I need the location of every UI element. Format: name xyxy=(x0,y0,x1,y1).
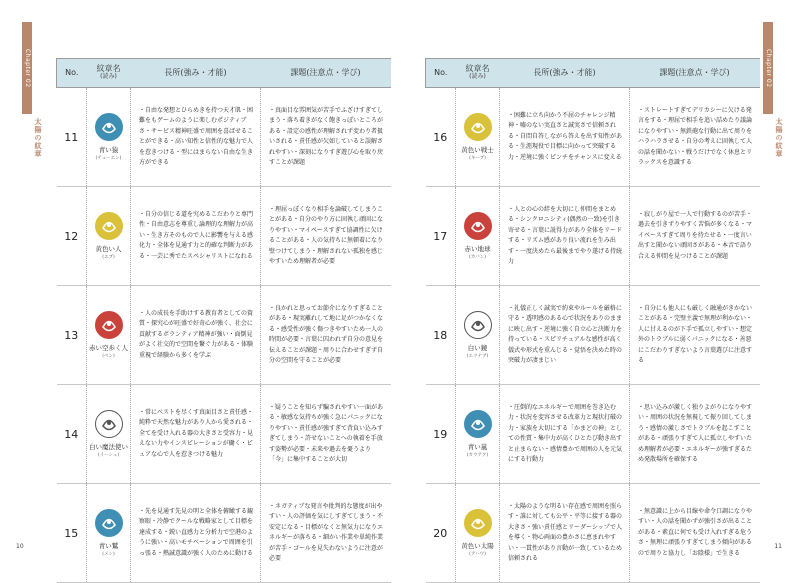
header-strength: 長所(強み・才能) xyxy=(131,59,261,88)
row-number: 19 xyxy=(426,385,456,484)
chapter-tab: Chapter 02 xyxy=(763,22,773,114)
storm-glyph-icon xyxy=(463,409,493,439)
table-row xyxy=(57,88,391,187)
issue-text: ・真面目な雰囲気が苦手でふざけすぎてしまう・落ち着きがなく飽きっぽいところがある・設定の感性が理解されず変わり者扱いされる・責任感が欠如していると誤解されやすい・深刻になりすぎ遊び心を取り戻すことが課題 xyxy=(261,88,391,187)
table-row xyxy=(57,187,391,286)
earth-glyph-icon xyxy=(463,211,493,241)
issue-text: ・疑うことを知らず騙されやすい一面がある・敏感な気持ちが強く急にパニックになりやすい・責任感が強すぎて背負い込みすぎてしまう・許せないことへの執着を手放す姿勢が必要・未来や過去を憂うより「今」に集中することが大切 xyxy=(261,385,391,484)
header-kin-label: 紋章名 xyxy=(96,64,121,74)
header-kin-label: 紋章名 xyxy=(465,64,490,74)
monkey-glyph-icon xyxy=(94,112,124,142)
eagle-glyph-icon xyxy=(94,508,124,538)
table-row xyxy=(57,286,391,385)
kin-reading: (ベン) xyxy=(102,354,115,359)
issue-text: ・自分にも他人にも厳しく融通がきかないことがある・完璧主義で無理が利かない・人に甘えるのが下手で孤立しやすい・想定外のトラブルに弱くパニックになる・善悪にこだわりすぎないよう言葉選びに注意する xyxy=(630,286,760,385)
strength-text: ・常にベストを尽くす真面目さと責任感・純粋で天然な魅力があり人から愛される・全てを受け入れる器の大きさと受容力・見えない力やインスピレーションが働く・ピュアな心で人を惹きつける魅力 xyxy=(131,385,261,484)
mirror-glyph-icon xyxy=(463,310,493,340)
kin-cell xyxy=(456,187,500,286)
issue-text: ・ストレートすぎてデリカシーに欠ける発言をする・理屈で相手を追い詰めたり議論になりやすい・無鉄砲な行動に出て周りをハラハラさせる・自分の考えに固執して人の話を聞かない・戦うだけでなく休息とリラックスを意識する xyxy=(630,88,760,187)
header-no: No. xyxy=(57,59,87,88)
kin-cell xyxy=(87,187,131,286)
kin-cell xyxy=(456,385,500,484)
kin-name: 赤い地球 xyxy=(464,245,491,253)
header-kin-sub: (読み) xyxy=(469,73,486,81)
kin-cell xyxy=(456,88,500,187)
kin-reading: (カウアク) xyxy=(466,453,489,458)
header-issue: 課題(注意点・学び) xyxy=(261,59,391,88)
strength-text: ・自由な発想とひらめきを持つ天才肌・困難をもゲームのように楽しむポジティブさ・サービス精神旺盛で周囲を喜ばせることができる・高い知性と信性的な魅力で人を惹きつける・型にはまらない自由な生き方ができる xyxy=(131,88,261,187)
kin-cell xyxy=(87,286,131,385)
header-no: No. xyxy=(426,59,456,88)
row-number: 15 xyxy=(57,484,87,583)
page-number: 10 xyxy=(16,543,24,550)
kin-table xyxy=(425,58,760,583)
row-number: 17 xyxy=(426,187,456,286)
kin-name: 青い猿 xyxy=(98,146,119,154)
human-glyph-icon xyxy=(94,211,124,241)
row-number: 18 xyxy=(426,286,456,385)
section-title: 太陽の紋章 xyxy=(34,118,42,158)
warrior-glyph-icon xyxy=(463,112,493,142)
table-row xyxy=(426,88,760,187)
table-row xyxy=(57,385,391,484)
strength-text: ・圧倒的なエネルギーで周囲を巻き込む力・状況を変容させる改革力と現状打破の力・家族を大切にする「かまどの神」としての性質・集中力が高くひとたび動き出すと止まらない・感情豊かで周囲の人を元気にする行動力 xyxy=(500,385,630,484)
strength-text: ・人の成長を手助けする教育者としての資質・探究心が旺盛で好奇心が強く、社会に貢献するボランティア精神が強い・面倒見がよく社交的で空間を繋ぐ力がある・体験重視で経験から多くを学ぶ xyxy=(131,286,261,385)
kin-reading: (チューエン) xyxy=(95,156,122,161)
left-page xyxy=(0,0,400,580)
kin-name: 白い鏡 xyxy=(467,344,488,352)
strength-text: ・自分の信じる道を究めるこだわりと専門性・自由意志を尊重し論理的な理解力が高い・生き方そのもので人に影響を与える感化力・全体を見通す力と的確な判断力がある・一芸に秀でたスペシャリストになれる xyxy=(131,187,261,286)
issue-text: ・ネガティブな発言や批判的な態度が出やすい・人の評価を気にしすぎてしまう・不安定になる・目標がなくと無気力になりエネルギーが落ちる・細かい作業や単純作業が苦手・ゴールを見失わないように注意が必要 xyxy=(261,484,391,583)
kin-name: 青い嵐 xyxy=(467,443,488,451)
kin-cell xyxy=(87,385,131,484)
strength-text: ・人との心の絆を大切にし仲間をまとめる・シンクロニシティ(偶然の一致)を引き寄せる・言葉に説得力があり全体をリードする・リズム感があり良い流れを生み出す・一度決めたら最後までやり遂げる持続力 xyxy=(500,187,630,286)
skywalker-glyph-icon xyxy=(94,310,124,340)
row-number: 16 xyxy=(426,88,456,187)
strength-text: ・太陽のような明るい存在感で周囲を照らす・誰に対しても公平・平等に接する器の大きさ・強い責任感とリーダーシップで人を導く・物心両面の豊かさに恵まれやすい・一貫性があり言動が一致しているため信頼される xyxy=(500,484,630,583)
issue-text: ・理屈っぽくなり相手を論破してしまうことがある・自分のやり方に固執し頑固になりやすい・マイペースすぎて協調性に欠けることがある・人の気持ちに無頓着になり壁つけてしまう・理解されない孤独を感じやすいため理解者が必要 xyxy=(261,187,391,286)
table-row xyxy=(426,484,760,583)
header-strength: 長所(強み・才能) xyxy=(500,59,630,88)
kin-reading: (イーシュ) xyxy=(97,453,120,458)
issue-text: ・寂しがり屋で一人で行動するのが苦手・過去を引きずりやすく苦悩が多くなる・マイペースすぎて周りを待たせる・一度言い出すと聞かない頑固さがある・本音で語り合える仲間を見つけることが課題 xyxy=(630,187,760,286)
page-number: 11 xyxy=(774,543,782,550)
sun-glyph-icon xyxy=(463,508,493,538)
kin-name: 黄色い戦士 xyxy=(461,146,494,154)
kin-reading: (アハウ) xyxy=(469,552,486,557)
kin-name: 白い魔法使い xyxy=(89,443,128,451)
header-kin-sub: (読み) xyxy=(100,73,117,81)
issue-text: ・思い込みが激しく独りよがりになりやすい・周囲の状況を無視して振り回してしまう・感情の激しさでトラブルを起こすことがある・頑張りすぎて人に孤立しやすいため理解者が必要・エネルギーが強すぎるため発散場所を確保する xyxy=(630,385,760,484)
wizard-glyph-icon xyxy=(94,409,124,439)
kin-name: 赤い空歩く人 xyxy=(89,344,128,352)
table-row xyxy=(57,484,391,583)
table-header-row xyxy=(426,59,760,88)
strength-text: ・困難に立ち向かう不屈のチャレンジ精神・嘘のない実直さと誠実さで信頼される・自問自答しながら答えを出す知性がある・生涯現役で目標に向かって突破する力・逆境に強くピンチをチャンスに変える xyxy=(500,88,630,187)
chapter-tab: Chapter 02 xyxy=(22,22,32,114)
kin-reading: (カバン) xyxy=(468,255,486,260)
right-page xyxy=(400,0,800,580)
header-kin xyxy=(87,59,131,88)
table-header-row xyxy=(57,59,391,88)
kin-reading: (エブ) xyxy=(102,255,115,260)
kin-cell xyxy=(87,484,131,583)
kin-name: 黄色い人 xyxy=(95,245,122,253)
issue-text: ・無意識に上から目線や命令口調になりやすい・人の話を聞かずが強引さが出ることがある・素直に何でも受け入れすぎる危うさ・無理に頑張りすぎてしまう傾向があるので周りと協力し「お陰様」で生きる xyxy=(630,484,760,583)
table-row xyxy=(426,385,760,484)
strength-text: ・先を見通す先見の明と全体を俯瞰する観察眼・冷静でクールな戦略家として目標を達成する・鋭い直感力と分析力で空港のように強い・高いモチベーションで周囲を引っ張る・熱誠意識が強く人のために動ける xyxy=(131,484,261,583)
strength-text: ・礼儀正しく誠実で約束やルールを厳格に守る・透明感のある心で状況をありのままに映し出す・逆境に強く自立心と決断力を持っている・スピリチュアルな感性が高く儀式や形式を重んじる・覚悟を決めた時の突破力が凄まじい xyxy=(500,286,630,385)
kin-cell xyxy=(456,286,500,385)
kin-cell xyxy=(87,88,131,187)
kin-reading: (メン) xyxy=(102,552,115,557)
kin-cell xyxy=(456,484,500,583)
table-row xyxy=(426,286,760,385)
row-number: 13 xyxy=(57,286,87,385)
kin-reading: (エツナブ) xyxy=(466,354,489,359)
kin-name: 青い鷲 xyxy=(98,542,119,550)
header-kin xyxy=(456,59,500,88)
row-number: 11 xyxy=(57,88,87,187)
kin-name: 黄色い太陽 xyxy=(461,542,494,550)
row-number: 20 xyxy=(426,484,456,583)
kin-table xyxy=(56,58,391,583)
section-title: 太陽の紋章 xyxy=(775,118,783,158)
issue-text: ・良かれと思ってお節介になりすぎることがある・現実離れして地に足がつかなくなる・感受性が強く傷つきやすいため一人の時間が必要・言葉に囚われず自分の意見を伝えることが課題・周りに合わせすぎず自分の空間を守ることが必要 xyxy=(261,286,391,385)
header-issue: 課題(注意点・学び) xyxy=(630,59,760,88)
row-number: 14 xyxy=(57,385,87,484)
table-row xyxy=(426,187,760,286)
row-number: 12 xyxy=(57,187,87,286)
kin-reading: (キーブ) xyxy=(469,156,486,161)
